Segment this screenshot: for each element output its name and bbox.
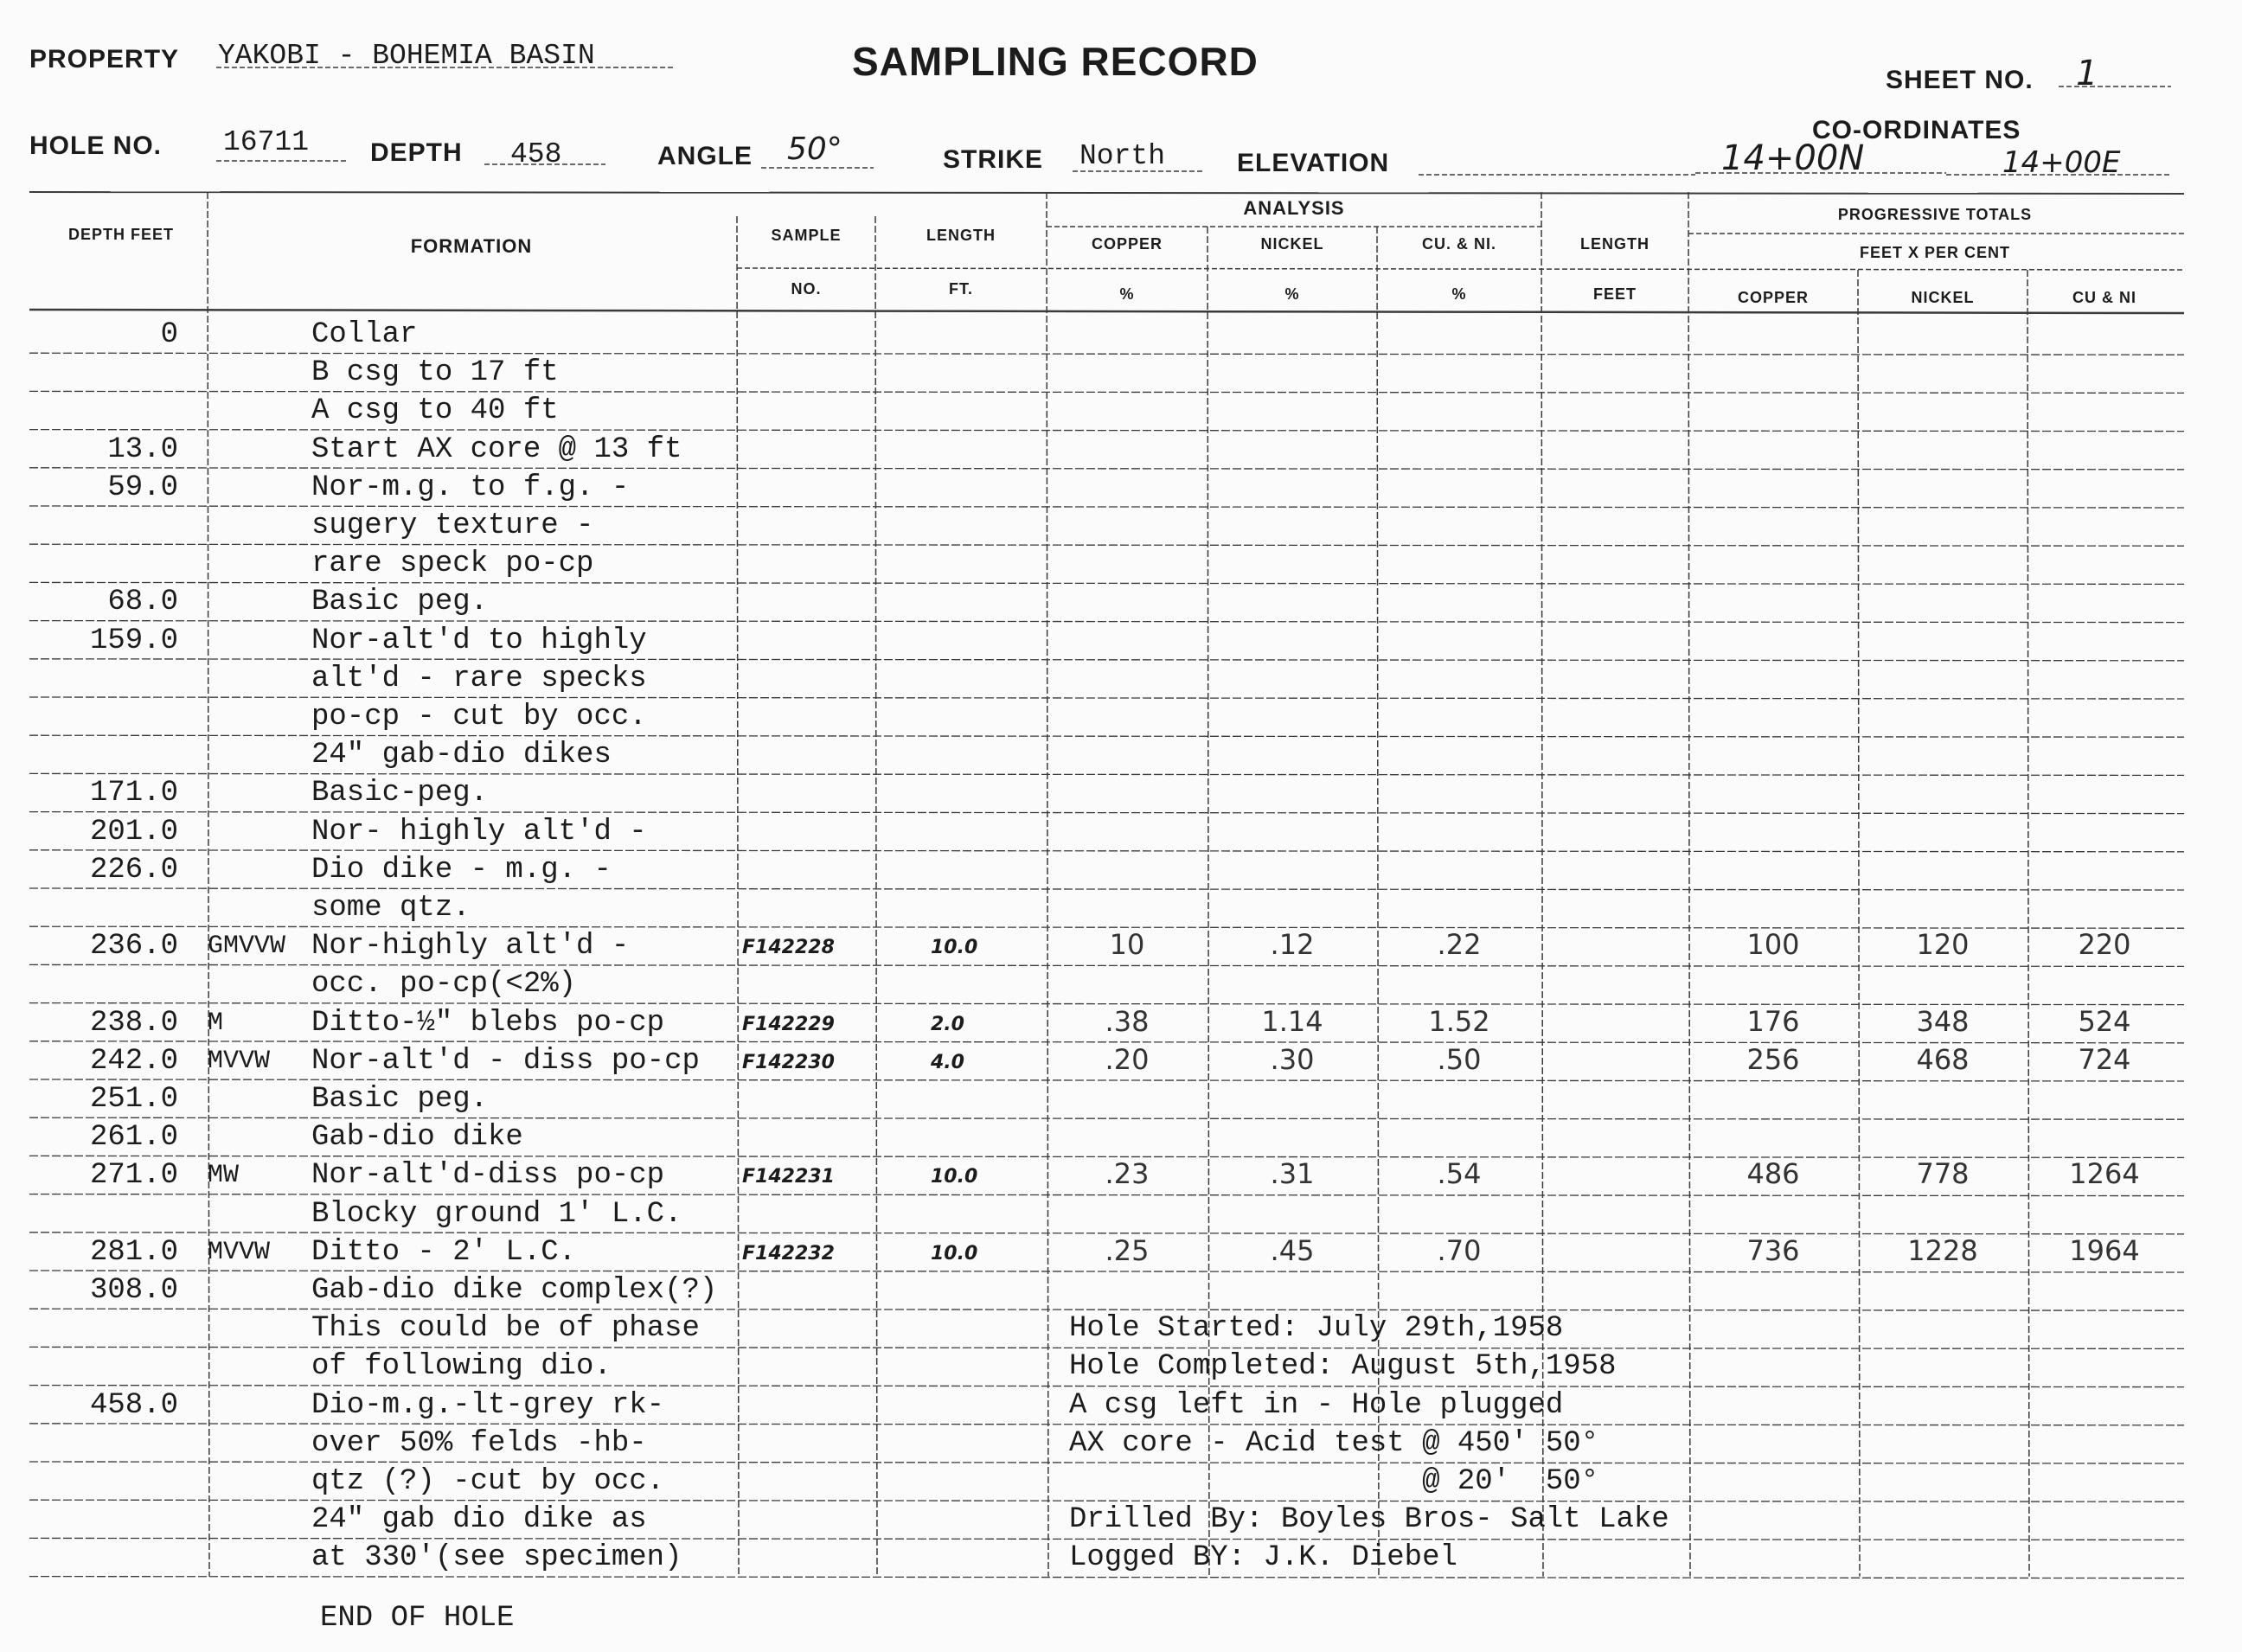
cu-ni-pct: 1.52 <box>1428 1004 1490 1038</box>
formation-text: This could be of phase <box>311 1312 700 1346</box>
sample-length: 10.0 <box>931 1166 978 1188</box>
sheet-label: SHEET NO. <box>1886 66 2034 94</box>
sample-length: 10.0 <box>931 1242 978 1265</box>
col-sample-no: NO. <box>791 280 822 298</box>
prog-copper: 100 <box>1746 928 1800 962</box>
copper-pct: .38 <box>1105 1004 1150 1038</box>
col-cu-ni-pct: % <box>1451 285 1467 303</box>
row-rule <box>29 850 2184 852</box>
col-copper: COPPER <box>1091 235 1163 253</box>
sample-number: F142228 <box>742 937 835 959</box>
coord-east-value: 14+00E <box>2002 145 2121 180</box>
row-rule <box>29 582 2184 584</box>
mineral-code: MVVW <box>208 1237 271 1267</box>
depth-value: 13.0 <box>107 432 178 466</box>
copper-pct: .25 <box>1105 1233 1150 1267</box>
row-rule <box>29 1386 2184 1387</box>
cu-ni-pct: .70 <box>1437 1233 1482 1267</box>
col-progressive-totals: PROGRESSIVE TOTALS <box>1837 206 2033 223</box>
row-rule <box>29 1117 2184 1119</box>
completion-note: Drilled By: Boyles Bros- Salt Lake <box>1069 1503 1669 1537</box>
nickel-pct: .45 <box>1270 1233 1315 1267</box>
col-prog-copper: COPPER <box>1737 289 1810 306</box>
copper-pct: .20 <box>1105 1042 1150 1076</box>
formation-text: Basic peg. <box>311 1083 489 1116</box>
sample-length: 4.0 <box>931 1051 964 1073</box>
formation-text: Ditto - 2' L.C. <box>311 1235 577 1269</box>
formation-text: at 330'(see specimen) <box>311 1541 682 1575</box>
row-rule <box>29 1194 2184 1196</box>
col-analysis: ANALYSIS <box>1243 197 1345 219</box>
prog-copper: 256 <box>1746 1042 1800 1076</box>
depth-value: 236.0 <box>89 930 178 964</box>
col-cu-ni: CU. & NI. <box>1421 235 1496 253</box>
nickel-pct: .30 <box>1270 1042 1315 1076</box>
row-rule <box>29 659 2184 661</box>
hole-label: HOLE NO. <box>29 131 163 160</box>
sample-length: 10.0 <box>931 937 978 959</box>
row-rule <box>29 1271 2184 1272</box>
col-nickel-pct: % <box>1284 285 1300 303</box>
row-rule <box>29 391 2184 393</box>
depth-value: 281.0 <box>89 1235 178 1269</box>
row-rule <box>29 1462 2184 1463</box>
column-rule <box>2027 270 2029 1577</box>
formation-text: 24" gab dio dike as <box>311 1503 647 1537</box>
row-rule <box>29 1079 2184 1081</box>
copper-pct: .23 <box>1105 1157 1150 1191</box>
end-of-hole: END OF HOLE <box>320 1602 515 1635</box>
row-rule <box>29 773 2184 775</box>
formation-text: po-cp - cut by occ. <box>311 701 647 733</box>
col-length-2-feet: FEET <box>1592 285 1637 303</box>
row-rule <box>29 1424 2184 1425</box>
sample-number: F142232 <box>742 1242 835 1265</box>
strike-label: STRIKE <box>943 145 1044 174</box>
depth-value: 251.0 <box>89 1083 178 1116</box>
sheet-value: 1 <box>2076 54 2098 93</box>
row-rule <box>29 1347 2184 1348</box>
formation-text: Dio-m.g.-lt-grey rk- <box>311 1388 665 1422</box>
copper-pct: 10 <box>1109 928 1145 962</box>
column-rule <box>1047 192 1048 1577</box>
elevation-label: ELEVATION <box>1237 149 1390 177</box>
row-rule <box>29 430 2184 432</box>
cu-ni-pct: .54 <box>1437 1157 1482 1191</box>
sample-number: F142229 <box>742 1013 835 1035</box>
col-sample: SAMPLE <box>771 227 842 244</box>
col-prog-cu-ni: CU & NI <box>2072 289 2136 306</box>
row-rule <box>29 621 2184 623</box>
depth-value: 201.0 <box>89 815 178 848</box>
column-rule <box>1688 192 1690 1577</box>
coord-north-value: 14+00N <box>1721 138 1865 178</box>
formation-text: Nor-alt'd to highly <box>311 624 647 657</box>
cu-ni-pct: .22 <box>1437 928 1482 962</box>
formation-text: Nor-m.g. to f.g. - <box>311 471 630 504</box>
depth-value: 458.0 <box>89 1388 178 1422</box>
prog-nickel: 348 <box>1916 1004 1970 1038</box>
depth-value: 242.0 <box>89 1044 178 1078</box>
row-rule <box>29 544 2184 546</box>
depth-value: 308.0 <box>89 1274 178 1307</box>
column-rule <box>208 192 209 1577</box>
prog-nickel: 468 <box>1916 1042 1970 1076</box>
mineral-code: M <box>208 1008 224 1038</box>
formation-text: Basic-peg. <box>311 777 489 810</box>
formation-text: Gab-dio dike complex(?) <box>311 1274 718 1307</box>
prog-nickel: 1228 <box>1907 1233 1978 1267</box>
prog-cu-ni: 1264 <box>2069 1157 2140 1191</box>
row-rule <box>29 735 2184 737</box>
formation-text: alt'd - rare specks <box>311 662 647 695</box>
row-rule <box>29 1577 2184 1578</box>
formation-text: Nor-highly alt'd - <box>311 930 630 964</box>
depth-value: 238.0 <box>89 1006 178 1040</box>
row-rule <box>29 1538 2184 1540</box>
depth-value: 59.0 <box>107 471 178 504</box>
depth-value: 226.0 <box>89 853 178 887</box>
completion-note: AX core - Acid test @ 450' 50° <box>1069 1426 1599 1460</box>
col-length-2: LENGTH <box>1580 235 1649 253</box>
formation-text: A csg to 40 ft <box>311 394 559 428</box>
cu-ni-pct: .50 <box>1437 1042 1482 1076</box>
property-label: PROPERTY <box>29 45 180 74</box>
col-length-ft: FT. <box>949 280 973 298</box>
depth-value: 261.0 <box>89 1121 178 1155</box>
formation-text: Dio dike - m.g. - <box>311 853 612 887</box>
formation-text: Start AX core @ 13 ft <box>311 432 682 466</box>
formation-text: B csg to 17 ft <box>311 356 559 390</box>
depth-value: 171.0 <box>89 777 178 810</box>
row-rule <box>29 812 2184 814</box>
formation-text: some qtz. <box>311 892 471 925</box>
col-length: LENGTH <box>926 227 996 244</box>
formation-text: Nor- highly alt'd - <box>311 815 647 848</box>
col-feet-x-percent: FEET X PER CENT <box>1859 244 2011 261</box>
formation-text: 24" gab-dio dikes <box>311 739 612 772</box>
row-rule <box>29 1500 2184 1502</box>
completion-note: A csg left in - Hole plugged <box>1069 1388 1564 1422</box>
row-rule <box>29 468 2184 470</box>
formation-text: sugery texture - <box>311 509 594 542</box>
col-depth-feet: DEPTH FEET <box>67 226 174 243</box>
prog-cu-ni: 220 <box>2078 928 2131 962</box>
mineral-code: MVVW <box>208 1046 271 1076</box>
prog-cu-ni: 524 <box>2078 1004 2131 1038</box>
depth-value: 0 <box>160 318 178 351</box>
nickel-pct: .12 <box>1270 928 1315 962</box>
depth-value: 271.0 <box>89 1159 178 1193</box>
col-formation: FORMATION <box>410 235 533 257</box>
prog-cu-ni: 724 <box>2078 1042 2131 1076</box>
formation-text: Nor-alt'd - diss po-cp <box>311 1044 700 1078</box>
strike-value: North <box>1079 140 1166 172</box>
depth-label: DEPTH <box>370 138 463 167</box>
property-value: YAKOBI - BOHEMIA BASIN <box>218 40 595 72</box>
sample-number: F142231 <box>742 1166 835 1188</box>
completion-note: @ 20' 50° <box>1069 1465 1599 1498</box>
formation-text: Collar <box>311 318 418 351</box>
prog-copper: 736 <box>1746 1233 1800 1267</box>
row-rule <box>29 1309 2184 1310</box>
column-rule <box>737 216 739 1577</box>
col-copper-pct: % <box>1119 285 1135 303</box>
hole-value: 16711 <box>223 126 310 158</box>
row-rule <box>29 506 2184 508</box>
row-rule <box>29 697 2184 699</box>
column-rule <box>1858 270 1860 1577</box>
formation-text: of following dio. <box>311 1350 612 1384</box>
formation-text: Nor-alt'd-diss po-cp <box>311 1159 665 1193</box>
prog-copper: 486 <box>1746 1157 1800 1191</box>
coordinates-label: CO-ORDINATES <box>1812 116 2021 144</box>
formation-text: Gab-dio dike <box>311 1121 523 1155</box>
sample-number: F142230 <box>742 1051 835 1073</box>
rule-top <box>29 192 2184 194</box>
nickel-pct: .31 <box>1270 1157 1315 1191</box>
depth-value: 68.0 <box>107 586 178 619</box>
completion-note: Logged BY: J.K. Diebel <box>1069 1541 1457 1575</box>
mineral-code: MW <box>208 1161 240 1191</box>
formation-text: Blocky ground 1' L.C. <box>311 1197 682 1231</box>
col-prog-nickel: NICKEL <box>1911 289 1975 306</box>
row-rule <box>29 353 2184 355</box>
completion-note: Hole Started: July 29th,1958 <box>1069 1312 1564 1346</box>
formation-text: Basic peg. <box>311 586 489 619</box>
depth-value: 159.0 <box>89 624 178 657</box>
prog-nickel: 778 <box>1916 1157 1970 1191</box>
prog-nickel: 120 <box>1916 928 1970 962</box>
nickel-pct: 1.14 <box>1261 1004 1323 1038</box>
formation-text: Ditto-½" blebs po-cp <box>311 1006 665 1040</box>
formation-text: occ. po-cp(<2%) <box>311 968 577 1002</box>
depth-value: 458 <box>510 138 562 170</box>
formation-text: rare speck po-cp <box>311 547 594 581</box>
sample-length: 2.0 <box>931 1013 964 1035</box>
formation-text: over 50% felds -hb- <box>311 1426 647 1460</box>
row-rule <box>29 888 2184 890</box>
prog-cu-ni: 1964 <box>2069 1233 2140 1267</box>
rule-header-bottom <box>29 310 2184 313</box>
angle-label: ANGLE <box>657 142 753 170</box>
page-title: SAMPLING RECORD <box>852 39 1259 84</box>
row-rule <box>29 964 2184 966</box>
mineral-code: GMVVW <box>208 932 286 962</box>
rule-sub-header <box>737 268 2184 270</box>
formation-text: qtz (?) -cut by occ. <box>311 1465 665 1498</box>
angle-value: 50° <box>787 131 842 167</box>
column-rule <box>875 216 877 1577</box>
completion-note: Hole Completed: August 5th,1958 <box>1069 1350 1617 1384</box>
col-nickel: NICKEL <box>1260 235 1324 253</box>
prog-copper: 176 <box>1746 1004 1800 1038</box>
